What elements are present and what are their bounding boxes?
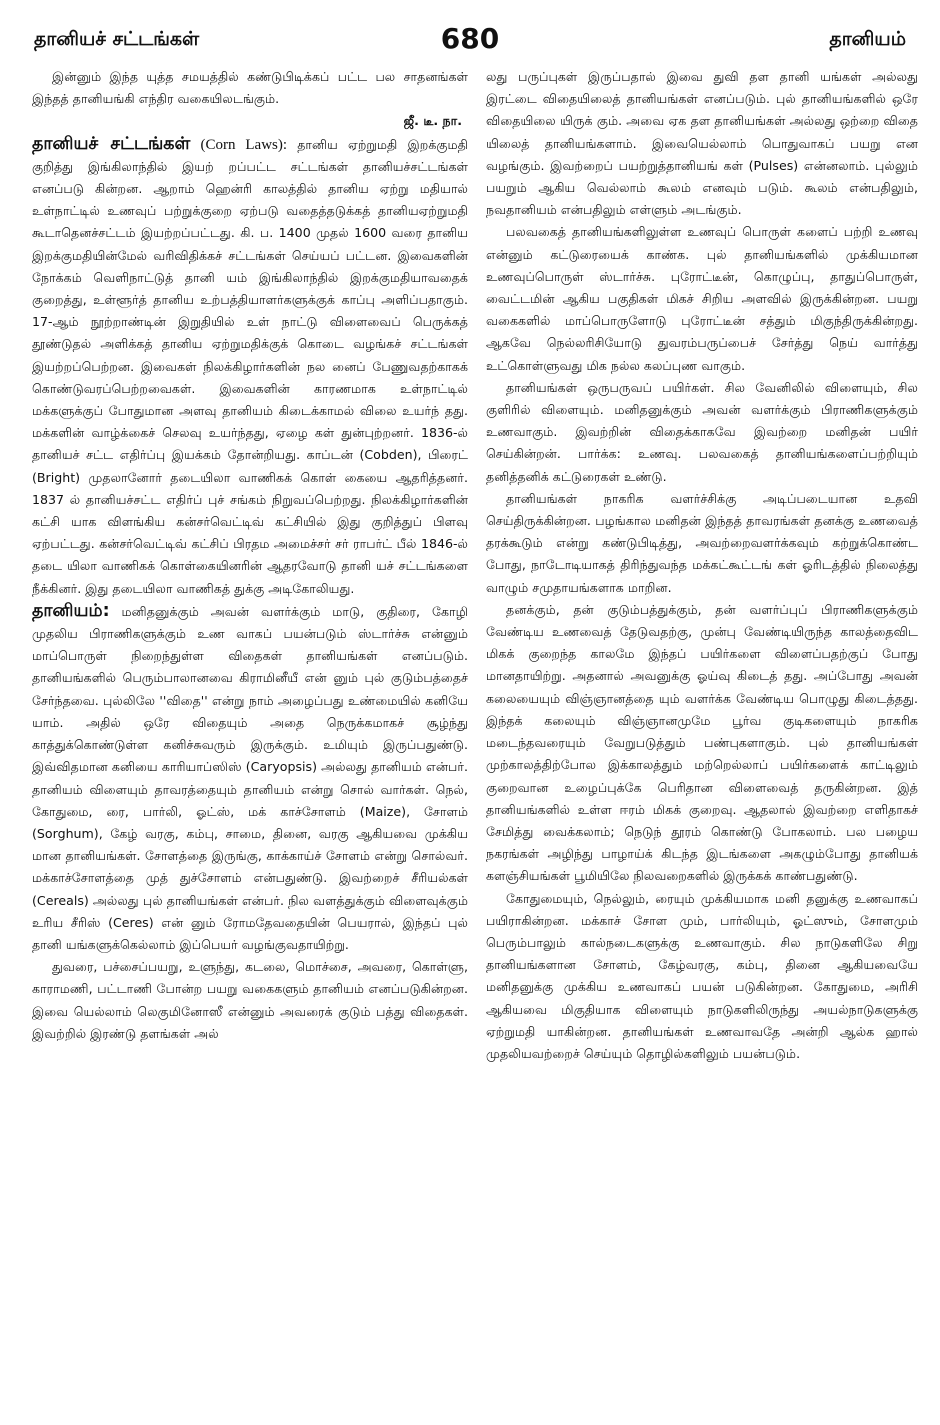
page-header [34, 22, 906, 62]
right-paragraph-5: தனக்கும், தன் குடும்பத்துக்கும், தன் வளர்ப்புப் பிராணிகளுக்கும் வேண்டிய உணவைத் தேடுவதற்கு, முன்பு வேண்டியிருந்த காலத்தைவிட மிகக் குறைந்த காலமே இந்தப் பயிர்களை விளைப்பதற்குப் போது மானதாயிற்று. அதனால் அவனுக்கு ஓய்வு கிடைத் தது. அப்போது அவன் கலையையும் விஞ்ஞானத்தை யும் வளர்க்க வேண்டிய பொழுது கிடைத்தது. இந்தக் கலையும் விஞ்ஞானமுமே பூர்வ குடிகளையும் நாகரிக மடைந்தவரையும் வேறுபடுத்தும் பண்புகளாகும். புல் தானியங்கள் முற்காலத்திற்போல இக்காலத்தும் மற்றெல்லாப் பயிர்களைக் காட்டிலும் குறைவான உழைப்புக்கே பெரிதான விளைவைத் தருகின்றன. இத் தானியங்களில் உள்ள ஈரம் மிகக் குறைவு. ஆதலால் இவற்றை எளிதாகச் சேமித்து வைக்கலாம்; நெடுந் தூரம் கொண்டு போகலாம். பல பழைய நகரங்கள் அழிந்து பாழாய்க் கிடந்த இடங்களை அகழும்போது தானியக் களஞ்சியங்கள் பூமியிலே நிலவறைகளில் இருக்கக் காண்பதுண்டு. [486, 601, 918, 884]
running-title-left: தானியச் சட்டங்கள் [34, 28, 200, 50]
page-number: 680 [440, 22, 500, 55]
headword-grain: தானியம்: [32, 600, 110, 621]
entry-corn-laws [32, 133, 468, 600]
headword-corn-laws: தானியச் சட்டங்கள் [32, 133, 191, 154]
entry-grain [32, 600, 468, 956]
headword-corn-laws-english: (Corn Laws): [200, 136, 288, 153]
right-paragraph-1: லது பருப்புகள் இருப்பதால் இவை துவி தள தானி யங்கள் அல்லது இரட்டை விதையிலைத் தானியங்கள் எனப்படும். புல் தானியங்களில் ஒரே விதையிலை யிருக் கும். அவை ஏக தள தானியங்கள் அல்லது ஒற்றை விதை யிலைத் தானியங்களாம். இவையெல்லாம் பொதுவாகப் பயறு என வழங்கும். இவற்றைப் பயற்றுத்தானியங் கள் (Pulses) என்னலாம். புல்லும் பயறும் ஆகிய வெல்லாம் கூலம் எனவும் படும். கூலம் என்பதிலும், நவதானியம் என்பதிலும் எள்ளும் அடங்கும். [486, 69, 918, 218]
grain-body-1: மனிதனுக்கும் அவன் வளர்க்கும் மாடு, குதிரை, கோழி முதலிய பிராணிகளுக்கும் உண வாகப் பயன்படும் ஸ்டார்ச்சு என்னும் மாப்பொருள் நிறைந்துள்ள விதைகள் தானியங்கள் எனப்படும். தானியங்களில் பெரும்பாலானவை கிராமினீயீ என் னும் புல் குடும்பத்தைச் சேர்ந்தவை. புல்லிலே ''விதை'' என்று நாம் அழைப்பது உண்மையில் கனியே யாம். அதில் ஒரே விதையும் அதை நெருக்கமாகச் சூழ்ந்து காத்துக்கொண்டுள்ள கனிச்சுவரும் இருக்கும். உமியும் இருப்பதுண்டு. இவ்விதமான கனியை காரியாப்ஸிஸ் (Caryopsis) அல்லது தானியம் என்பர். தானியம் விளையும் தாவரத்தையும் தானியம் என்று சொல் வார்கள். நெல், கோதுமை, ரை, பார்லி, ஓட்ஸ், மக் காச்சோளம் (Maize), சோளம் (Sorghum), கேழ் வரகு, கம்பு, சாமை, தினை, வரகு ஆகியவை முக்கிய மான தானியங்கள். சோளத்தை இருங்கு, காக்காய்ச் சோளம் என்று சொல்வர். மக்காச்சோளத்தை முத் துச்சோளம் என்பதுண்டு. இவற்றைச் சீரியல்கள் (Cereals) அல்லது புல் தானியங்கள் என்பர். நில வளத்துக்கும் விளைவுக்கும் உரிய சீரிஸ் (Ceres) என் னும் ரோமதேவதையின் பெயரால், இந்தப் புல் தானி யங்களுக்கெல்லாம் இப்பெயர் வழங்குவதாயிற்று. [32, 603, 468, 952]
right-paragraph-4: தானியங்கள் நாகரிக வளர்ச்சிக்கு அடிப்படையான உதவி செய்திருக்கின்றன. பழங்கால மனிதன் இந்தத் தாவரங்கள் தனக்கு உணவைத் தரக்கூடும் என்று கண்டுபிடித்து, அவற்றைவளர்க்கவும் கற்றுக்கொண்ட போது, நாடோடியாகத் திரிந்துவந்த மக்கட்கூட்டங் கள் ஓரிடத்தில் நிலைத்து வாழும் சமுதாயங்களாக மாறின. [486, 490, 918, 595]
left-column [32, 66, 468, 1406]
right-paragraph-6: கோதுமையும், நெல்லும், ரையும் முக்கியமாக மனி தனுக்கு உணவாகப் பயிராகின்றன. மக்காச் சோள மும், பார்லியும், ஓட்ஸும், சோளமும் பெரும்பாலும் கால்நடைகளுக்கு உணவாகும். சில நாடுகளிலே சிறு தானியங்களான சோளம், கேழ்வரகு, கம்பு, தினை ஆகியவையே மனிதனுக்கு முக்கிய உணவாகப் பயன் படுகின்றன. கோதுமை, அரிசி ஆகியவை மிகுதியாக விளையும் நாடுகளிலிருந்து அயல்நாடுகளுக்கு ஏற்றுமதி யாகின்றன. தானியங்கள் உணவாவதே அன்றி ஆல்க ஹால் முதலியவற்றைச் செய்யும் தொழில்களிலும் பயன்படும். [486, 890, 918, 1061]
author-signature: ஜீ. டீ. நா. [403, 113, 462, 129]
grain-paragraph-2: துவரை, பச்சைப்பயறு, உளுந்து, கடலை, மொச்சை, அவரை, கொள்ளு, காராமணி, பட்டாணி போன்ற பயறு வகைகளும் தானியம் எனப்படுகின்றன. இவை யெல்லாம் லெகுமினோஸீ என்னும் அவரைக் குடும் பத்து விதைகள். இவற்றில் இரண்டு தளங்கள் அல் [32, 959, 468, 1041]
right-paragraph-2: பலவகைத் தானியங்களிலுள்ள உணவுப் பொருள் களைப் பற்றி உணவு என்னும் கட்டுரையைக் காண்க. புல் தானியங்களில் முக்கியமான உணவுப்பொருள் ஸ்டார்ச்சு. புரோட்டீன், கொழுப்பு, தாதுப்பொருள், வைட்டமின் ஆகிய பகுதிகள் மிகச் சிறிய அளவில் இருக்கின்றன. பயறு வகைகளில் மாப்பொருளோடு புரோட்டீன் சத்தும் மிகுந்திருக்கின்றது. ஆகவே நெல்லரிசியோடு துவரம்பருப்பைச் சேர்த்து நெய் வார்த்து உட்கொள்ளுவது மிக நல்ல கலப்புண வாகும். [486, 224, 918, 373]
corn-laws-body: தானிய ஏற்றுமதி இறக்குமதி குறித்து இங்கிலாந்தில் இயற் றப்பட்ட சட்டங்கள் தானியச்சட்டங்கள் எனப்படு கின்றன. ஆறாம் ஹென்ரி காலத்தில் தானிய ஏற்று மதியால் உள்நாட்டில் உணவுப் பற்றுக்குறை ஏற்படு வதைத்தடுக்கத் தானியஏற்றுமதி கூடாதெனச்சட்டம் இயற்றப்பட்டது. கி. ப. 1400 முதல் 1600 வரை தானிய இறக்குமதியின்மேல் வரிவிதிக்கச் சட்டங்கள் செய்யப் பட்டன. இவைகளின் நோக்கம் வெளிநாட்டுத் தானி யம் இங்கிலாந்தில் இறக்குமதியாவதைக் குறைத்து, உள்ளூர்த் தானிய உற்பத்தியாளர்களுக்குக் காப்பு அளிப்பதாகும். 17-ஆம் நூற்றாண்டின் இறுதியில் உள் நாட்டு விளைவைப் பெருக்கத் தூண்டுதல் அளிக்கத் தானிய ஏற்றுமதிக்குக் கொடை வழங்கச் சட்டங்கள் இயற்றப்பெற்றன. இவைகள் நிலக்கிழார்களின் நல னைப் பேணுவதற்காகக் கொண்டுவரப்பெற்றவைகள். இவைகளின் காரணமாக உள்நாட்டில் மக்களுக்குப் போதுமான அளவு தானியம் கிடைக்காமல் விலை உயர்ந் தது. மக்களின் வாழ்க்கைச் செலவு உயர்ந்தது, ஏழை கள் துன்புற்றனர். 1836-ல் தானியச் சட்ட எதிர்ப்பு இயக்கம் தோன்றியது. காப்டன் (Cobden), பிரைட் (Bright) முதலானோர் தடையிலா வாணிகக் கொள் கையை ஆதரித்தனர். 1837 ல் தானியச்சட்ட எதிர்ப் புச் சங்கம் நிறுவப்பெற்றது. நிலக்கிழார்களின் கட்சி யாக விளங்கிய கன்சர்வெட்டிவ் கட்சியில் இது குறித்துப் பிளவு ஏற்பட்டது. கன்சர்வெட்டிவ் கட்சிப் பிரதம அமைச்சர் சர் ராபர்ட் பீல் 1846-ல் தடை யிலா வாணிகக் கொள்கையினரின் ஆதரவோடு தானி யச் சட்டங்களை நீக்கினர். இது தடையிலா வாணிகத் துக்கு அடிகோலியது. [32, 136, 468, 596]
right-column [486, 66, 918, 1406]
right-paragraph-3: தானியங்கள் ஒருபருவப் பயிர்கள். சில வேனிலில் விளையும், சில குளிரில் விளையும். மனிதனுக்கும் அவன் வளர்க்கும் பிராணிகளுக்கும் உணவாகும். இவற்றின் விதைக்காகவே இவற்றை மனிதன் பயிர் செய்கின்றன். பார்க்க: உணவு. பலவகைத் தானியங்களைப்பற்றியும் தனித்தனிக் கட்டுரைகள் உண்டு. [486, 379, 918, 484]
running-title-right: தானியம் [829, 28, 906, 50]
intro-paragraph: இன்னும் இந்த யுத்த சமயத்தில் கண்டுபிடிக்கப் பட்ட பல சாதனங்கள் இந்தத் தானியங்கி எந்திர வகையிலடங்கும். [32, 69, 468, 107]
